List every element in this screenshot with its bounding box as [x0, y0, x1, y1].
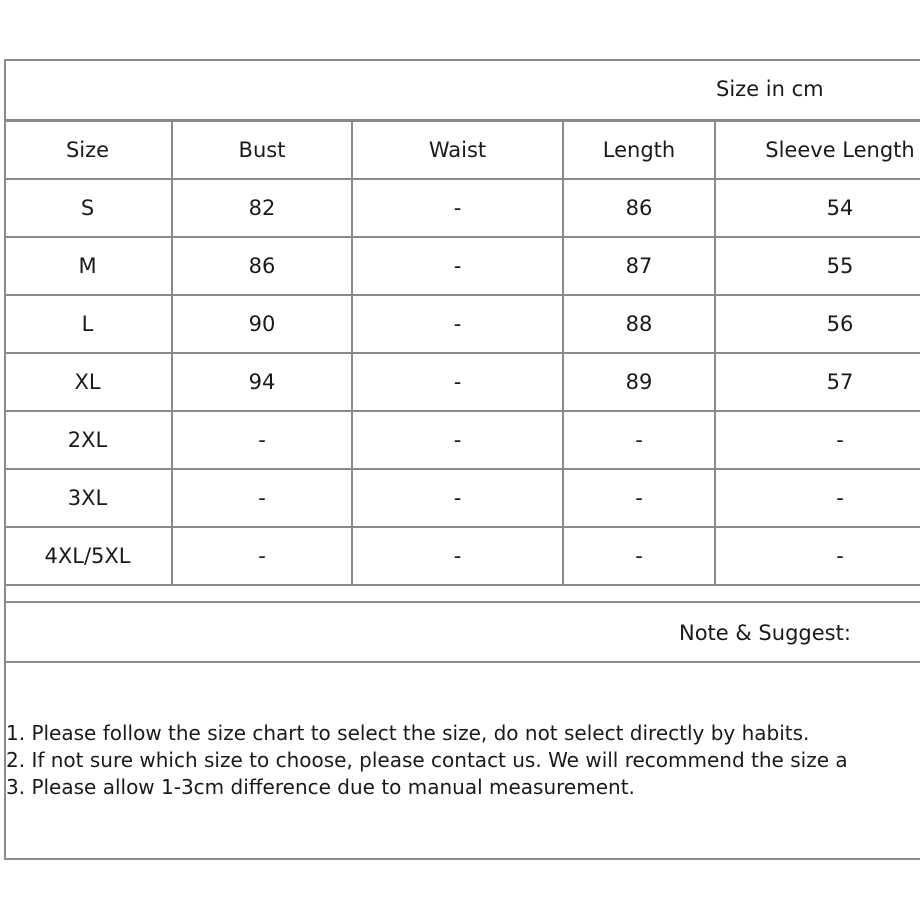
cell-bust: 82 [172, 179, 352, 237]
table-row [4, 353, 920, 411]
cell-size: 2XL [4, 411, 172, 469]
cell-waist: - [352, 295, 563, 353]
cell-size: 4XL/5XL [4, 527, 172, 585]
note-title: Note & Suggest: [679, 621, 851, 645]
header-size: Size [4, 121, 172, 179]
cell-sleeve-length: 54 [715, 179, 920, 237]
table-row [4, 527, 920, 585]
table-row [4, 295, 920, 353]
cell-waist: - [352, 179, 563, 237]
cell-waist: - [352, 237, 563, 295]
notes-list [6, 720, 920, 801]
cell-bust: 94 [172, 353, 352, 411]
cell-length: - [563, 411, 715, 469]
note-item: 2. If not sure which size to choose, please contact us. We will recommend the size a [6, 748, 848, 772]
table-row [4, 411, 920, 469]
cell-length: 86 [563, 179, 715, 237]
header-sleeve-length: Sleeve Length [715, 121, 920, 179]
cell-length: 87 [563, 237, 715, 295]
note-item: 1. Please follow the size chart to select the size, do not select directly by habits. [6, 721, 810, 745]
cell-sleeve-length: - [715, 527, 920, 585]
cell-waist: - [352, 469, 563, 527]
cell-bust: - [172, 411, 352, 469]
table-row [4, 179, 920, 237]
cell-sleeve-length: 55 [715, 237, 920, 295]
cell-waist: - [352, 527, 563, 585]
unit-label: Size in cm [716, 77, 824, 101]
header-bust: Bust [172, 121, 352, 179]
cell-length: 88 [563, 295, 715, 353]
cell-bust: - [172, 527, 352, 585]
cell-bust: - [172, 469, 352, 527]
header-row [4, 121, 920, 179]
cell-length: - [563, 527, 715, 585]
header-length: Length [563, 121, 715, 179]
cell-waist: - [352, 411, 563, 469]
note-row [4, 601, 920, 663]
cell-bust: 86 [172, 237, 352, 295]
cell-size: L [4, 295, 172, 353]
cell-sleeve-length: - [715, 411, 920, 469]
header-waist: Waist [352, 121, 563, 179]
cell-size: 3XL [4, 469, 172, 527]
cell-bust: 90 [172, 295, 352, 353]
cell-sleeve-length: - [715, 469, 920, 527]
cell-sleeve-length: 56 [715, 295, 920, 353]
size-table [4, 120, 920, 586]
table-row [4, 237, 920, 295]
note-item: 3. Please allow 1-3cm difference due to manual measurement. [6, 775, 635, 799]
unit-row [4, 59, 920, 121]
cell-length: 89 [563, 353, 715, 411]
cell-size: M [4, 237, 172, 295]
cell-length: - [563, 469, 715, 527]
cell-waist: - [352, 353, 563, 411]
cell-sleeve-length: 57 [715, 353, 920, 411]
cell-size: XL [4, 353, 172, 411]
cell-size: S [4, 179, 172, 237]
table-row [4, 469, 920, 527]
